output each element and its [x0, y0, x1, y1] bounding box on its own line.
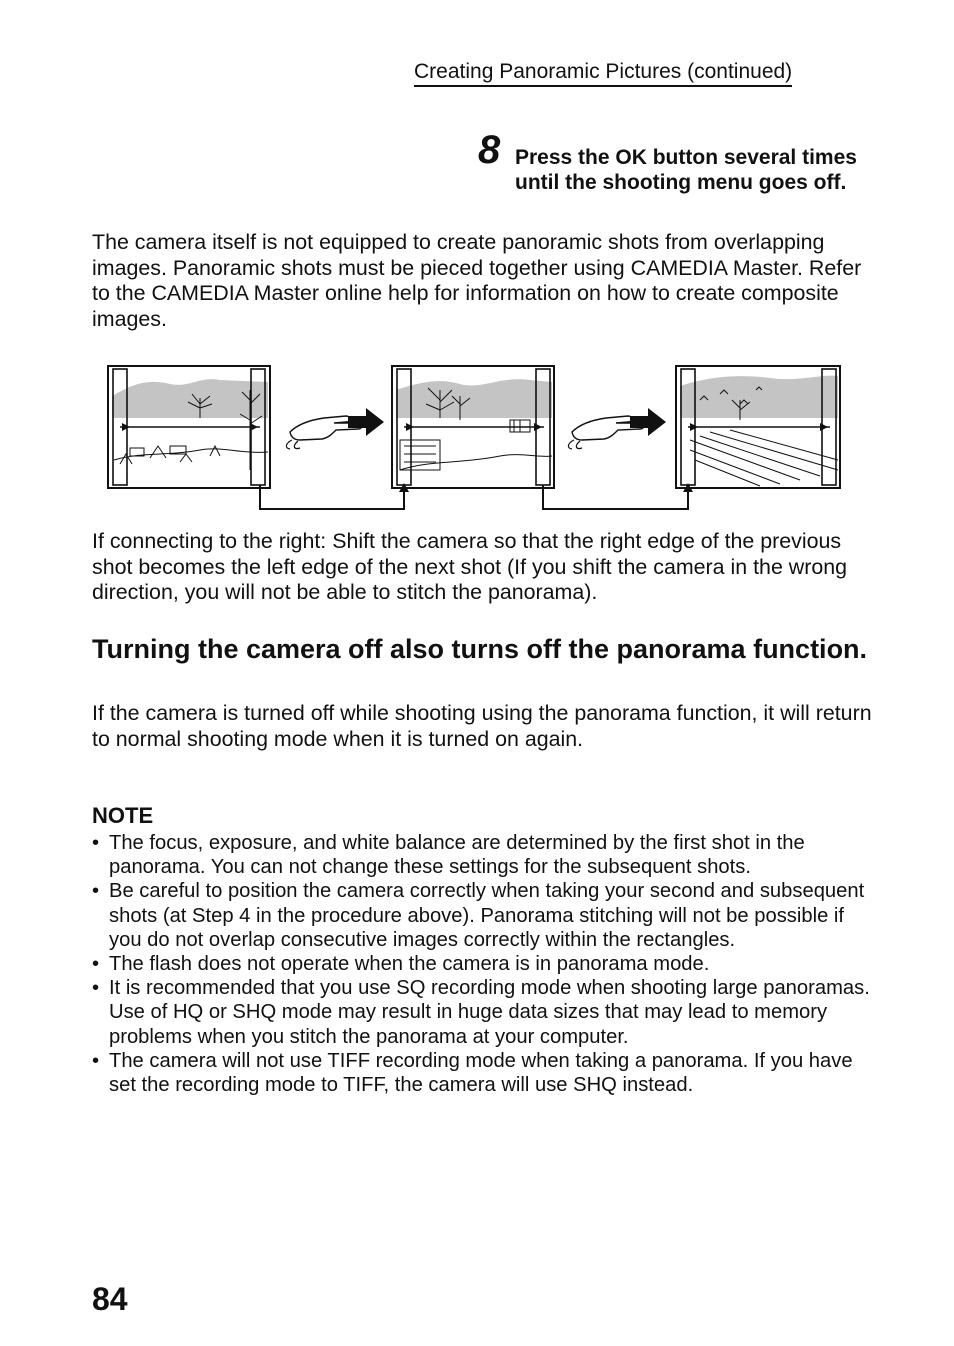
diagram-caption: If connecting to the right: Shift the camera so that the right edge of the previous shot becomes the left edge of the next shot (If you shift the camera in the wrong direction, you will not be able to stitch the panorama).: [92, 529, 848, 604]
panorama-frame-3: [676, 366, 840, 488]
list-item: • Be careful to position the camera correctly when taking your second and subsequent shots (at Step 4 in the procedure above). Panorama stitching will not be possible if you do not overlap consecutive images correctly within the rectangles.: [92, 880, 865, 951]
panorama-diagram: [100, 360, 850, 515]
arrow-right-icon: [630, 408, 666, 436]
panorama-frame-1: [108, 366, 270, 488]
list-item: • The flash does not operate when the camera is in panorama mode.: [92, 953, 710, 976]
intro-paragraph: The camera itself is not equipped to create panoramic shots from overlapping images. Panoramic shots must be pieced together using CAMEDIA Master. Refer to the CAMEDIA Master online help for information on how to create composite images.: [92, 230, 862, 331]
bullet-icon: •: [92, 953, 100, 976]
list-item: • The focus, exposure, and white balance are determined by the first shot in the panorama. You can not change these settings for the subsequent shots.: [92, 832, 805, 879]
note-list: [92, 831, 882, 1097]
list-item: • It is recommended that you use SQ recording mode when shooting large panoramas. Use of HQ or SHQ mode may result in huge data sizes that may lead to memory problems when you stitch the panorama at your computer.: [92, 977, 870, 1048]
panorama-frame-2: [392, 366, 554, 488]
step-instruction: Press the OK button several times until the shooting menu goes off.: [515, 146, 857, 194]
step-number: 8: [478, 128, 501, 172]
bullet-icon: •: [92, 1049, 100, 1072]
list-item: • The camera will not use TIFF recording mode when taking a panorama. If you have set the recording mode to TIFF, the camera will use SHQ instead.: [92, 1049, 853, 1097]
page-number: 84: [92, 1281, 128, 1317]
running-header: Creating Panoramic Pictures (continued): [414, 60, 792, 87]
bullet-icon: •: [92, 977, 100, 1000]
note-title: NOTE: [92, 803, 154, 828]
bullet-icon: •: [92, 880, 100, 903]
arrow-right-icon: [348, 408, 384, 436]
bullet-icon: •: [92, 832, 100, 854]
section-body: If the camera is turned off while shooting using the panorama function, it will return to normal shooting mode when it is turned on again.: [92, 701, 872, 751]
section-heading: Turning the camera off also turns off the panorama function.: [92, 634, 868, 664]
